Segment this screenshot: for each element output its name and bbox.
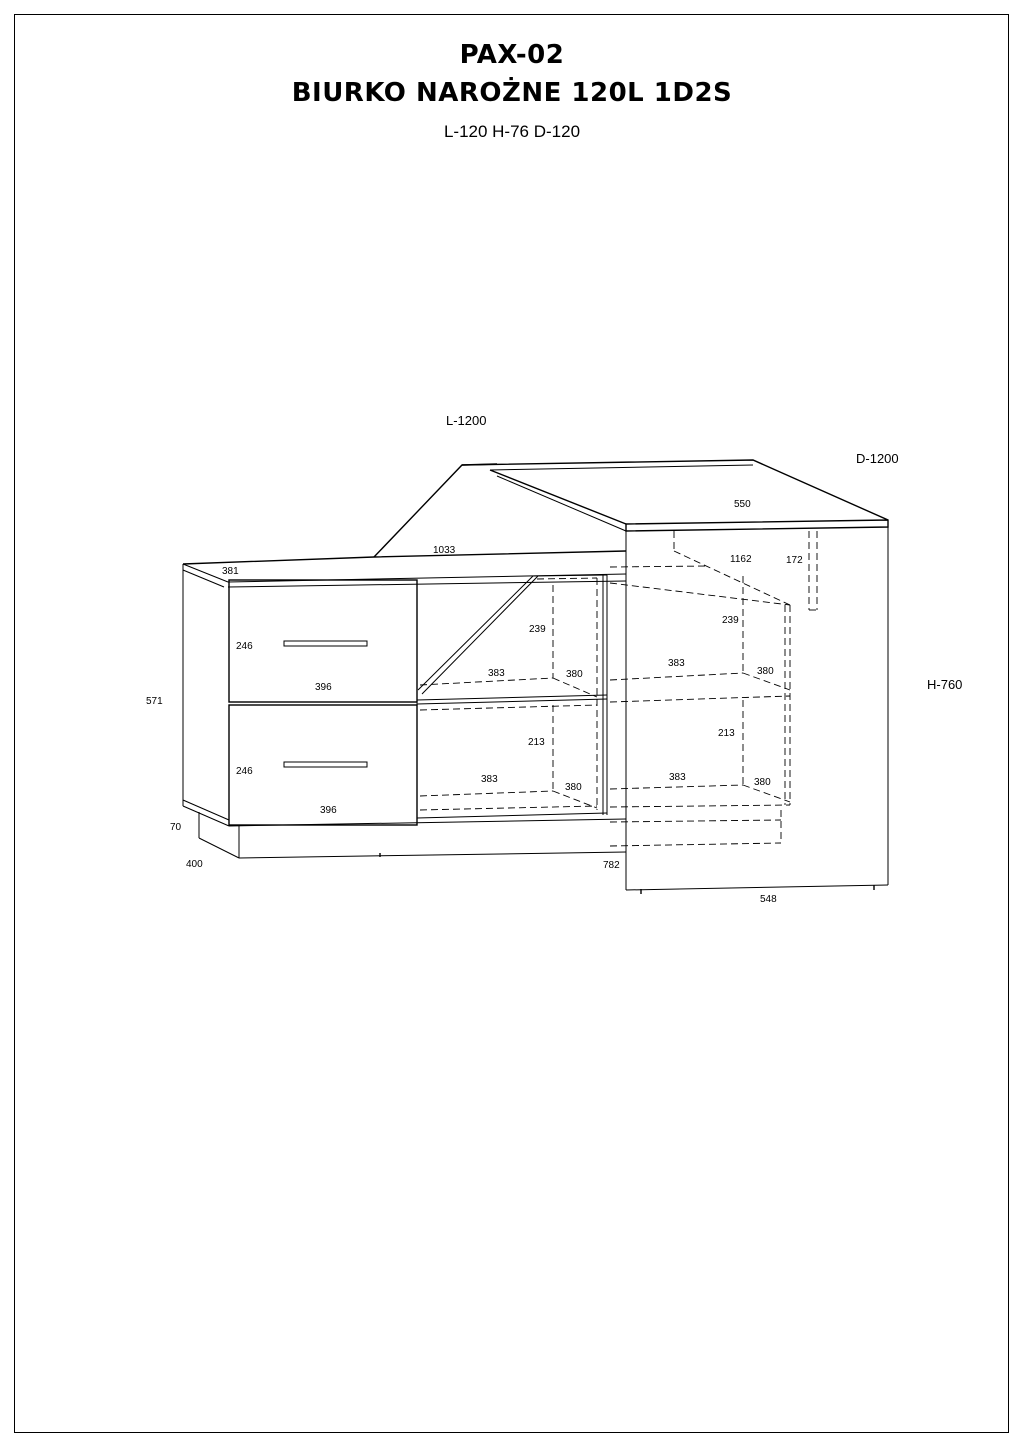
dim-plinth-depth: 400	[186, 859, 203, 870]
dim-side-panel-height: 782	[603, 860, 620, 871]
dim-shelf-depth-b2: 380	[754, 777, 771, 788]
dim-drawer-width-2: 396	[320, 805, 337, 816]
dim-shelf-width-b2: 383	[669, 772, 686, 783]
dim-shelf-depth-a2: 380	[565, 782, 582, 793]
dim-top-length: 1033	[433, 545, 456, 556]
dim-shelf-width-a2: 383	[481, 774, 498, 785]
product-name: BIURKO NAROŻNE 120L 1D2S	[291, 78, 733, 108]
dim-shelf-gap-bottom-b: 213	[718, 728, 735, 739]
dim-inner-length: 1162	[730, 554, 752, 565]
length-label: L-1200	[446, 413, 487, 428]
depth-label: D-1200	[856, 451, 899, 466]
dim-shelf-width-b1: 383	[668, 658, 685, 669]
dim-shelf-gap-top-a: 239	[529, 624, 546, 635]
dim-cabinet-height: 571	[146, 696, 163, 707]
dim-shelf-depth-b1: 380	[757, 666, 774, 677]
dim-shelf-gap-top-b: 239	[722, 615, 739, 626]
desk-outline	[183, 460, 888, 894]
dim-side-panel-width: 548	[760, 894, 777, 905]
dim-desk-top-width: 550	[734, 499, 751, 510]
dim-side-depth: 172	[786, 555, 803, 566]
hidden-lines	[420, 531, 817, 846]
dim-drawer-width-1: 396	[315, 682, 332, 693]
dim-top-depth-left: 381	[222, 566, 239, 577]
dim-shelf-width-a1: 383	[488, 668, 505, 679]
dimension-labels	[146, 413, 962, 905]
dim-plinth-height: 70	[170, 822, 182, 833]
dim-shelf-gap-bottom-a: 213	[528, 737, 545, 748]
product-dimensions: L-120 H-76 D-120	[443, 122, 581, 141]
dim-drawer-height-1: 246	[236, 641, 253, 652]
height-label: H-760	[927, 677, 963, 692]
dim-shelf-depth-a1: 380	[566, 669, 583, 680]
dim-drawer-height-2: 246	[236, 766, 253, 777]
model-code: PAX-02	[459, 40, 565, 70]
